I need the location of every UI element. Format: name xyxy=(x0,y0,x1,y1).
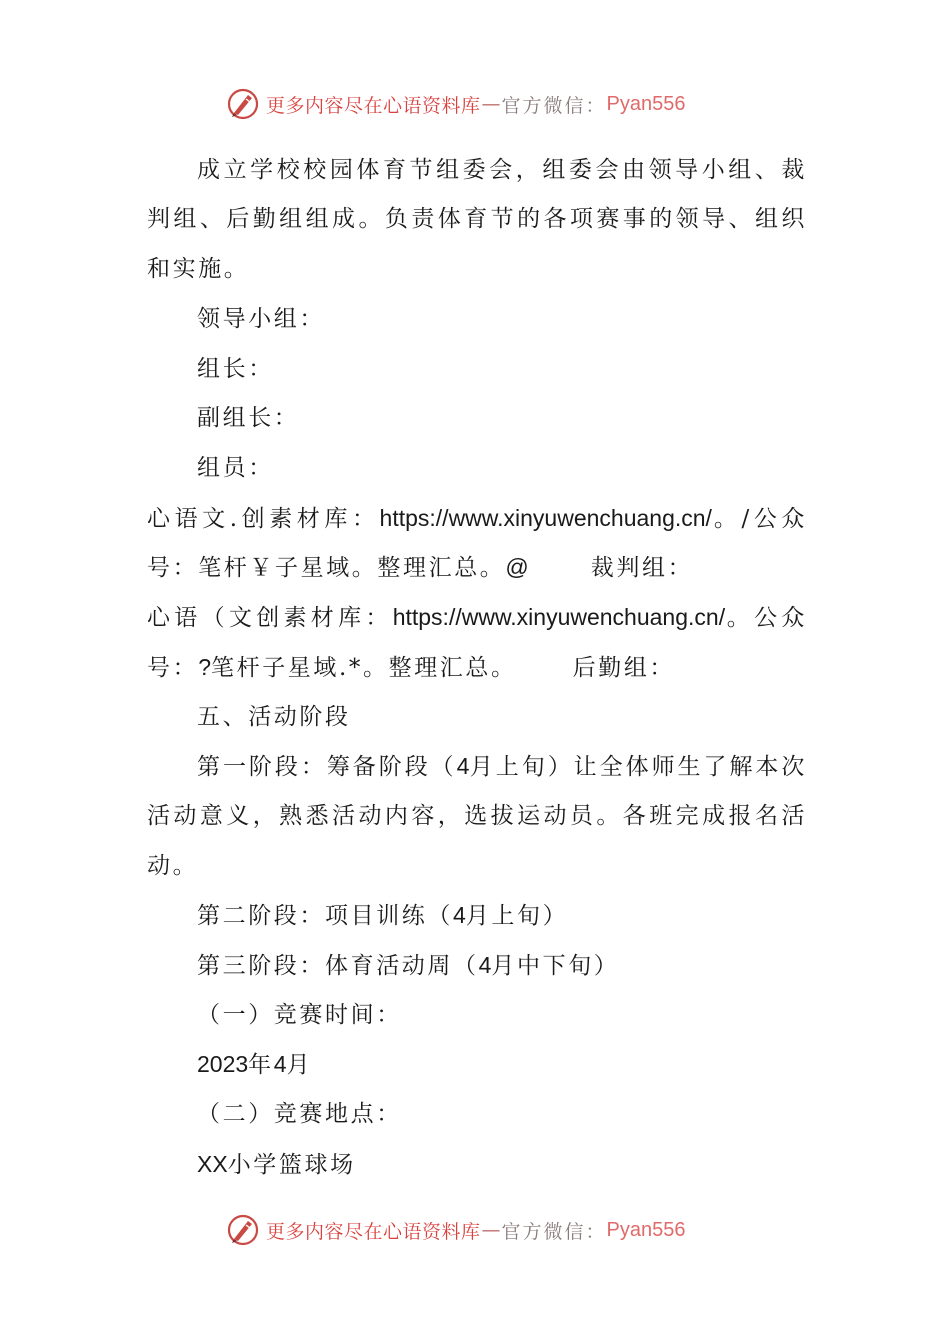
paragraph-line: 号：笔杆￥子星域。整理汇总。@ 裁判组： xyxy=(147,554,694,581)
paragraph-line: 号：?笔杆子星域.*。整理汇总。 后勤组： xyxy=(147,654,676,681)
subheading-time: （一）竞赛时间： xyxy=(197,1002,402,1028)
competition-venue: XX小学篮球场 xyxy=(197,1151,356,1178)
pen-logo-icon xyxy=(226,87,260,121)
section-heading: 五、活动阶段 xyxy=(197,704,351,730)
paragraph-line: 成立学校校园体育节组委会，组委会由领导小组、裁 xyxy=(197,157,807,183)
website-link-text: https://www.xinyuwenchuang.cn/ xyxy=(392,604,726,630)
paragraph-line: 判组、后勤组组成。负责体育节的各项赛事的领导、组织 xyxy=(147,206,807,232)
banner-brand-text: 更多内容尽在心语资料库 xyxy=(266,94,481,117)
banner-dash: — xyxy=(481,1219,501,1241)
heading-leaders: 领导小组： xyxy=(197,306,325,332)
paragraph-line: 第二阶段：项目训练（4月上旬） xyxy=(197,902,569,929)
banner-wechat-label: 官方微信： xyxy=(501,1220,607,1243)
banner-dash: — xyxy=(481,93,501,115)
header-watermark-banner xyxy=(226,86,686,122)
competition-date: 2023年4月 xyxy=(197,1051,313,1078)
subheading-venue: （二）竞赛地点： xyxy=(197,1101,402,1127)
paragraph-line: 和实施。 xyxy=(147,256,250,282)
pen-logo-icon xyxy=(226,1213,260,1247)
label-deputy-leader: 副组长： xyxy=(197,405,300,431)
paragraph-line: 第一阶段：筹备阶段（4月上旬）让全体师生了解本次 xyxy=(197,753,807,780)
footer-watermark-banner xyxy=(226,1212,686,1248)
label-members: 组员： xyxy=(197,455,274,481)
website-link-text: https://www.xinyuwenchuang.cn/ xyxy=(379,505,712,531)
paragraph-line: 活动意义，熟悉活动内容，选拔运动员。各班完成报名活 xyxy=(147,803,807,829)
banner-wechat-id: Pyan556 xyxy=(606,1218,686,1241)
label-team-leader: 组长： xyxy=(197,356,274,382)
banner-wechat-id: Pyan556 xyxy=(606,92,686,115)
label-logistics-group: 后勤组： xyxy=(572,655,676,681)
paragraph-line: 动。 xyxy=(147,853,199,879)
paragraph-line: 第三阶段：体育活动周（4月中下旬） xyxy=(197,952,620,979)
label-referee-group: 裁判组： xyxy=(590,555,694,581)
banner-brand-text: 更多内容尽在心语资料库 xyxy=(266,1220,481,1243)
paragraph-line: 心语文.创素材库：https://www.xinyuwenchuang.cn/。/公众 xyxy=(147,505,807,532)
paragraph-line: 心语（文创素材库：https://www.xinyuwenchuang.cn/。公众 xyxy=(147,604,807,631)
banner-wechat-label: 官方微信： xyxy=(501,94,607,117)
